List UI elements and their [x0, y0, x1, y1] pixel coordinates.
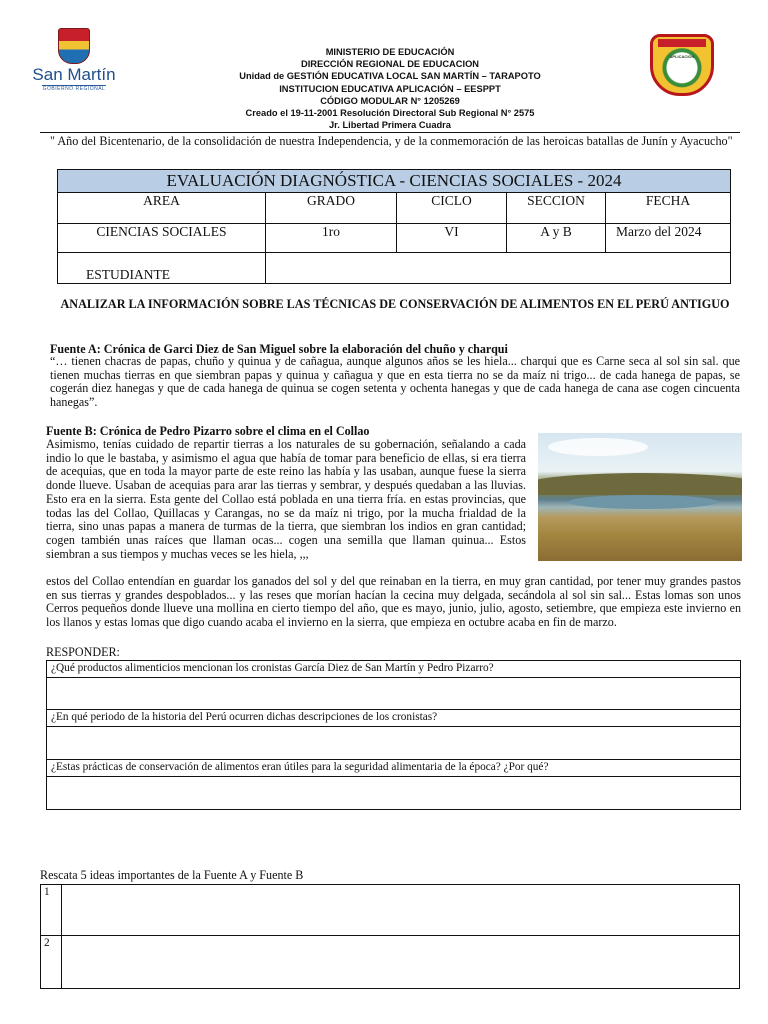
idea-number: 1: [41, 885, 62, 936]
answer-1-field[interactable]: [47, 678, 741, 710]
value-fecha: Marzo del 2024: [606, 224, 731, 253]
year-quote: " Año del Bicentenario, de la consolidación de nuestra Independencia, y de la conmemoración de las heroicas batallas de Junín y Ayacucho": [50, 134, 733, 148]
fuente-b-title: Fuente B: Crónica de Pedro Pizarro sobre el clima en el Collao: [46, 424, 370, 438]
section-title: ANALIZAR LA INFORMACIÓN SOBRE LAS TÉCNICAS DE CONSERVACIÓN DE ALIMENTOS EN EL PERÚ ANTIGUO: [60, 297, 730, 311]
header-line: DIRECCIÓN REGIONAL DE EDUCACION: [300, 59, 480, 70]
fuente-b-text: Asimismo, tenías cuidado de repartir tierras a los naturales de su gobernación, señalando a cada indio lo que le bastaba, y asimismo el agua que había de tomar para beneficio de ellas, si era tierra de acequias, que en toda la mayor parte de este reino las había y las usaban, aunque fuese la sierra donde llueve. Usaban de acequias para arar las tierras y sembrar, y después quedaban a las lluvias. Esto era en la sierra. Esta gente del Collao está poblada en una tierra fría. en estas provincias, que todas las del Collao, Quillacas y Carangas, no se da maíz ni trigo, por la mucha frialdad de la tierra, sino unas papas a manera de turmas de la tierra, que siembran los indios en gran cantidad; cogen también unas raíces que llaman ocas... cogen una semilla que llaman quinua... Estos siembran a sus tiempos y muchas veces se les hiela, ,,,: [46, 437, 526, 561]
header-fecha: FECHA: [606, 193, 731, 224]
idea-answer-field[interactable]: [62, 885, 740, 936]
evaluation-info-table: [57, 169, 731, 284]
question-2: ¿En qué periodo de la historia del Perú ocurren dichas descripciones de los cronistas?: [47, 710, 741, 727]
header-ciclo: CICLO: [397, 193, 507, 224]
fuente-b-text-continued: estos del Collao entendían en guardar los ganados del sol y del que reinaban en la tierra, en muy gran cantidad, por tener muy grandes pastos en sus tierras y grandes despoblados... y las reses que morían hacían la cecina muy delgada, secándola al sol sin sal... Estas lomas son unos Cerros pequeños donde llueve una mollina en cierto tiempo del año, que es mayo, junio, julio, agosto, setiembre, que empieza este invierno en los llanos y estas lomas que digo cuando acaba el invierno en la sierra, que empieza en octubre acaba en fin de marzo.: [46, 574, 741, 630]
question-1: ¿Qué productos alimenticios mencionan los cronistas García Diez de San Martín y Pedro Pizarro?: [47, 661, 741, 678]
lake-shape: [568, 495, 718, 509]
rescata-label: Rescata 5 ideas importantes de la Fuente A y Fuente B: [40, 868, 304, 882]
evaluation-title: EVALUACIÓN DIAGNÓSTICA - CIENCIAS SOCIALES - 2024: [58, 170, 731, 193]
collao-landscape-photo: [538, 433, 742, 561]
value-seccion: A y B: [507, 224, 606, 253]
answer-2-field[interactable]: [47, 727, 741, 760]
shield-text: APLICACIÓN: [669, 54, 695, 59]
header-line: Jr. Libertad Primera Cuadra: [329, 120, 451, 131]
school-shield-logo: [650, 34, 716, 98]
regional-crest-icon: [58, 28, 90, 64]
header-divider: [40, 132, 740, 133]
header-line: CÓDIGO MODULAR N° 1205269: [320, 95, 460, 106]
value-area: CIENCIAS SOCIALES: [58, 224, 266, 253]
header-seccion: SECCION: [507, 193, 606, 224]
shield-red-band: [658, 39, 706, 47]
header-grado: GRADO: [266, 193, 397, 224]
questions-table: [46, 660, 741, 810]
header-line: Creado el 19-11-2001 Resolución Directoral Sub Regional N° 2575: [245, 108, 535, 119]
header-line: MINISTERIO DE EDUCACIÓN: [325, 47, 455, 57]
ideas-table: [40, 884, 740, 989]
logo-sub-text: GOBIERNO REGIONAL: [42, 86, 106, 92]
answer-3-field[interactable]: [47, 777, 741, 810]
question-3: ¿Estas prácticas de conservación de alimentos eran útiles para la seguridad alimentaria de la época? ¿Por qué?: [47, 760, 741, 777]
institution-header: [150, 46, 630, 131]
logo-brand-text: San Martín: [32, 65, 116, 84]
value-grado: 1ro: [266, 224, 397, 253]
san-martin-logo: [30, 28, 118, 94]
idea-answer-field[interactable]: [62, 936, 740, 989]
header-line: Unidad de GESTIÓN EDUCATIVA LOCAL SAN MARTÍN – TARAPOTO: [239, 71, 541, 82]
student-field[interactable]: [266, 253, 731, 284]
hill-shape: [538, 473, 742, 495]
value-ciclo: VI: [397, 224, 507, 253]
cloud-shape: [548, 438, 648, 456]
header-area: AREA: [58, 193, 266, 224]
fuente-a-text: “… tienen chacras de papas, chuño y quinua y de cañagua, aunque algunos años se les hiela... charqui que es Carne seca al sol sin sal. que tienen muchas tierras en que siembran papas y quinua y cañagua y que en esta tierra no se da maíz ni trigo... de cada hanega de papas, se cogerán diez hanegas y que de cada hanega de quinua se cogen setenta y ochenta hanegas y que de cada hanega de cana ase cogen cincuenta hanegas”.: [50, 354, 740, 410]
idea-number: 2: [41, 936, 62, 989]
responder-label: RESPONDER:: [46, 645, 120, 659]
student-label: ESTUDIANTE: [58, 253, 266, 284]
fuente-a-title: Fuente A: Crónica de Garci Diez de San Miguel sobre la elaboración del chuño y charqui: [50, 342, 508, 356]
header-line: INSTITUCION EDUCATIVA APLICACIÓN – EESPPT: [279, 83, 501, 94]
